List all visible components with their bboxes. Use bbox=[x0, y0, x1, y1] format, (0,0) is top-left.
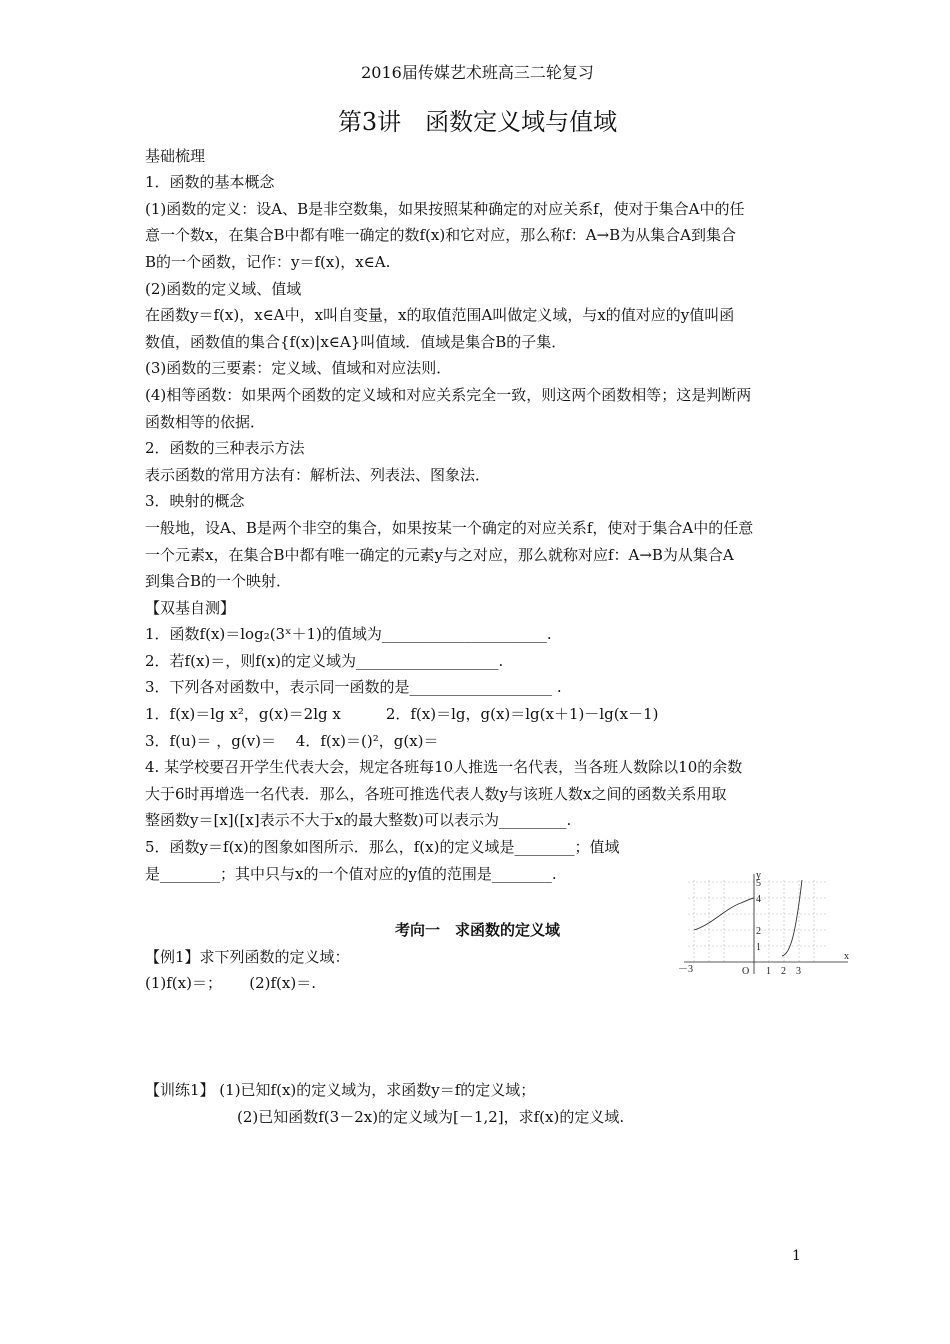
x-tick-2: 2 bbox=[781, 966, 786, 977]
blank-space bbox=[145, 997, 810, 1077]
page-title: 第3讲 函数定义域与值域 bbox=[337, 107, 618, 136]
section-heading: 1．函数的基本概念 bbox=[145, 173, 275, 192]
paragraph-line: 函数相等的依据． bbox=[145, 412, 266, 431]
paragraph-line: (2)函数的定义域、值域 bbox=[145, 279, 302, 298]
paragraph-line: (3)函数的三要素：定义域、值域和对应法则． bbox=[145, 359, 452, 378]
section-label: 基础梳理 bbox=[145, 146, 206, 165]
section-label: 【双基自测】 bbox=[145, 598, 236, 617]
y-tick-4: 4 bbox=[756, 894, 761, 905]
y-axis-label: y bbox=[756, 870, 761, 881]
paragraph-line: 意一个数x，在集合B中都有唯一确定的数f(x)和它对应，那么称f：A→B为从集合A到集合 bbox=[145, 226, 737, 245]
paragraph-line: 一般地，设A、B是两个非空的集合，如果按某一个确定的对应关系f，使对于集合A中的任意 bbox=[145, 518, 754, 537]
origin-label: O bbox=[742, 966, 750, 977]
paragraph-line: 一个元素x，在集合B中都有唯一确定的元素y与之对应，那么就称对应f：A→B为从集合A bbox=[145, 545, 734, 564]
paragraph-line: 在函数y＝f(x)，x∈A中，x叫自变量，x的取值范围A叫做定义域，与x的值对应的y值叫函 bbox=[145, 306, 735, 325]
question-line: 5．函数y＝f(x)的图象如图所示．那么，f(x)的定义域是________；值域 bbox=[145, 838, 620, 857]
question-line: 2．若f(x)＝，则f(x)的定义域为___________________. bbox=[145, 651, 504, 670]
question-line: 整函数y＝[x]([x]表示不大于x的最大整数)可以表示为_________. bbox=[145, 811, 572, 830]
function-graph bbox=[676, 870, 856, 980]
question-line: 4. 某学校要召开学生代表大会，规定各班每10人推选一名代表，当各班人数除以10的余数 bbox=[145, 758, 743, 777]
y-tick-5: 5 bbox=[756, 878, 761, 889]
x-axis-label: x bbox=[844, 951, 849, 962]
question-line: 1．函数f(x)＝log₂(3ˣ＋1)的值域为______________________. bbox=[145, 625, 552, 644]
paragraph-line: (4)相等函数：如果两个函数的定义域和对应关系完全一致，则这两个函数相等；这是判断两 bbox=[145, 385, 752, 404]
section-title: 考向一 求函数的定义域 bbox=[394, 921, 560, 940]
question-line: 是________；其中只与x的一个值对应的y值的范围是________. bbox=[145, 864, 557, 883]
y-tick-1: 1 bbox=[756, 942, 761, 953]
function-curve bbox=[694, 880, 802, 956]
x-tick-1: 1 bbox=[766, 966, 771, 977]
page-number: 1 bbox=[792, 1248, 801, 1264]
x-tick-3: 3 bbox=[796, 966, 801, 977]
paragraph-line: B的一个函数，记作：y＝f(x)，x∈A. bbox=[145, 252, 391, 271]
document-header: 2016届传媒艺术班高三二轮复习 bbox=[361, 63, 594, 82]
y-tick-2: 2 bbox=[756, 926, 761, 937]
example-line: (1)f(x)＝； (2)f(x)＝. bbox=[145, 974, 316, 993]
exercise-line: (2)已知函数f(3－2x)的定义域为[－1,2]，求f(x)的定义域. bbox=[237, 1107, 625, 1126]
question-line: 大于6时再增选一名代表．那么，各班可推选代表人数y与该班人数x之间的函数关系用取 bbox=[145, 784, 727, 803]
question-line: 3．下列各对函数中，表示同一函数的是___________________ . bbox=[145, 678, 562, 697]
exercise-line: 【训练1】 (1)已知f(x)的定义域为，求函数y＝f的定义域； bbox=[145, 1081, 536, 1099]
paragraph-line: 数值，函数值的集合{f(x)|x∈A}叫值域．值域是集合B的子集． bbox=[145, 332, 567, 351]
paragraph-line: (1)函数的定义：设A、B是非空数集，如果按照某种确定的对应关系f，使对于集合A中的任 bbox=[145, 199, 745, 218]
section-heading: 2．函数的三种表示方法 bbox=[145, 439, 305, 458]
section-heading: 3．映射的概念 bbox=[145, 492, 245, 511]
example-line: 【例1】求下列函数的定义域： bbox=[145, 947, 350, 966]
paragraph-line: 表示函数的常用方法有：解析法、列表法、图象法． bbox=[145, 465, 491, 484]
x-tick-neg3: －3 bbox=[678, 964, 693, 975]
paragraph-line: 到集合B的一个映射． bbox=[145, 572, 292, 591]
question-line: 3．f(u)＝ ，g(v)＝ 4．f(x)＝()²，g(x)＝ bbox=[145, 731, 439, 750]
question-line: 1．f(x)＝lg x²，g(x)＝2lg x 2．f(x)＝lg，g(x)＝lg(x＋1)－lg(x－1) bbox=[145, 705, 659, 724]
